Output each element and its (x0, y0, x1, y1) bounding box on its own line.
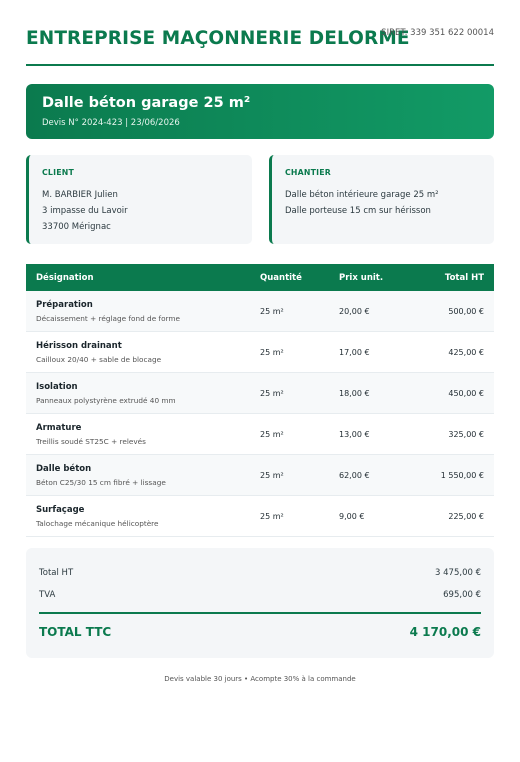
quantity-cell: 25 m² (260, 455, 339, 496)
item-name: Armature (36, 422, 82, 433)
quantity-cell: 25 m² (260, 414, 339, 455)
client-label: CLIENT (42, 168, 74, 177)
designation-cell (26, 332, 260, 373)
company-name: ENTREPRISE MAÇONNERIE DELORME (26, 28, 410, 49)
unit-price-cell: 13,00 € (339, 414, 419, 455)
site-description: Dalle béton intérieure garage 25 m² (285, 190, 439, 200)
quote-reference: Devis N° 2024-423 | 23/06/2026 (42, 118, 180, 128)
site-card (269, 155, 494, 244)
tva-label: TVA (39, 590, 56, 600)
siret-number: SIRET: 339 351 622 00014 (381, 28, 494, 38)
document-header (26, 0, 494, 66)
item-name: Préparation (36, 299, 93, 310)
items-table (26, 264, 494, 537)
unit-price-cell: 9,00 € (339, 496, 419, 537)
total-cell: 225,00 € (419, 496, 494, 537)
table-header-row (26, 264, 494, 291)
client-card (26, 155, 252, 244)
quantity-cell: 25 m² (260, 373, 339, 414)
unit-price-cell: 20,00 € (339, 291, 419, 332)
item-detail: Panneaux polystyrène extrudé 40 mm (36, 395, 176, 405)
unit-price-cell: 17,00 € (339, 332, 419, 373)
designation-cell (26, 373, 260, 414)
tva-value: 695,00 € (443, 590, 481, 600)
quote-banner (26, 84, 494, 139)
total-ht-value: 3 475,00 € (435, 568, 481, 578)
designation-cell (26, 291, 260, 332)
quantity-cell: 25 m² (260, 291, 339, 332)
unit-price-cell: 62,00 € (339, 455, 419, 496)
header-designation: Désignation (26, 264, 260, 291)
client-city: 33700 Mérignac (42, 222, 111, 232)
site-detail: Dalle porteuse 15 cm sur hérisson (285, 206, 431, 216)
total-cell: 1 550,00 € (419, 455, 494, 496)
table-row (26, 291, 494, 332)
item-name: Surfaçage (36, 504, 85, 515)
client-name: M. BARBIER Julien (42, 190, 118, 200)
table-row (26, 332, 494, 373)
table-row (26, 373, 494, 414)
table-row (26, 414, 494, 455)
totals-divider (39, 612, 481, 614)
site-label: CHANTIER (285, 168, 331, 177)
header-quantity: Quantité (260, 264, 339, 291)
total-ttc-value: 4 170,00 € (409, 625, 481, 639)
item-name: Hérisson drainant (36, 340, 122, 351)
item-detail: Talochage mécanique hélicoptère (36, 518, 159, 528)
item-detail: Béton C25/30 15 cm fibré + lissage (36, 477, 166, 487)
item-detail: Cailloux 20/40 + sable de blocage (36, 354, 162, 364)
totals-box (26, 548, 494, 658)
total-cell: 450,00 € (419, 373, 494, 414)
item-detail: Décaissement + réglage fond de forme (36, 313, 180, 323)
table-row (26, 455, 494, 496)
header-total: Total HT (419, 264, 494, 291)
table-row (26, 496, 494, 537)
total-cell: 500,00 € (419, 291, 494, 332)
unit-price-cell: 18,00 € (339, 373, 419, 414)
tva-row (39, 590, 481, 600)
footer-note: Devis valable 30 jours • Acompte 30% à la commande (164, 675, 356, 683)
quantity-cell: 25 m² (260, 332, 339, 373)
quote-title: Dalle béton garage 25 m² (42, 95, 251, 111)
total-ht-label: Total HT (39, 568, 74, 578)
total-cell: 325,00 € (419, 414, 494, 455)
quote-document (26, 0, 494, 683)
total-ht-row (39, 568, 481, 578)
client-address: 3 impasse du Lavoir (42, 206, 128, 216)
designation-cell (26, 496, 260, 537)
header-unit-price: Prix unit. (339, 264, 419, 291)
item-name: Dalle béton (36, 463, 92, 474)
total-ttc-label: TOTAL TTC (39, 625, 112, 639)
quantity-cell: 25 m² (260, 496, 339, 537)
item-name: Isolation (36, 381, 78, 392)
total-cell: 425,00 € (419, 332, 494, 373)
item-detail: Treillis soudé ST25C + relevés (36, 436, 146, 446)
designation-cell (26, 455, 260, 496)
total-ttc-row (39, 625, 481, 639)
designation-cell (26, 414, 260, 455)
